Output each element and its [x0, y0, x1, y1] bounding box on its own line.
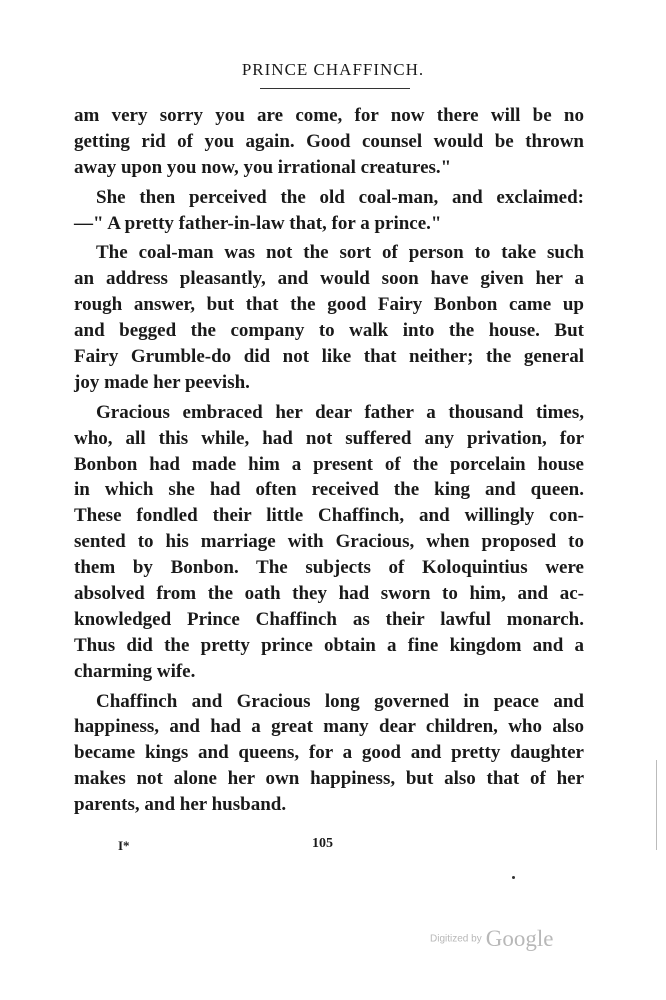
text-line: an address pleasantly, and would soon have given her a [74, 268, 584, 290]
text-line: them by Bonbon. The subjects of Koloquintius were [74, 557, 584, 579]
text-line: Fairy Grumble-do did not like that neither; the general [74, 346, 584, 368]
text-line: —" A pretty father-in-law that, for a prince." [74, 212, 442, 234]
body-text [74, 103, 584, 822]
text-line: Thus did the pretty prince obtain a fine kingdom and a [74, 634, 584, 656]
paragraph-2 [74, 185, 584, 237]
paragraph-1 [74, 103, 584, 181]
ink-speck [512, 876, 515, 879]
paragraph-5 [74, 689, 584, 818]
text-line: and begged the company to walk into the house. But [74, 320, 584, 342]
text-line: rough answer, but that the good Fairy Bonbon came up [74, 294, 584, 316]
text-line: parents, and her husband. [74, 794, 287, 816]
text-line: sented to his marriage with Gracious, when proposed to [74, 531, 584, 553]
text-line: She then perceived the old coal-man, and exclaimed: [96, 186, 584, 208]
text-line: makes not alone her own happiness, but also that of her [74, 768, 584, 790]
running-head: PRINCE CHAFFINCH. [241, 60, 425, 79]
text-line: joy made her peevish. [74, 371, 250, 393]
paragraph-3 [74, 240, 584, 395]
digitized-watermark [430, 926, 553, 952]
text-line: charming wife. [74, 660, 196, 682]
page-number: 105 [312, 836, 333, 851]
text-line: Bonbon had made him a present of the porcelain house [74, 453, 584, 475]
text-line: who, all this while, had not suffered any privation, for [74, 427, 584, 449]
text-line: getting rid of you again. Good counsel would be thrown [74, 130, 584, 152]
text-line: Chaffinch and Gracious long governed in peace and [96, 690, 584, 712]
header-rule [260, 88, 410, 89]
watermark-prefix: Digitized by [430, 933, 482, 945]
text-line: These fondled their little Chaffinch, and willingly con- [74, 505, 584, 527]
text-line: in which she had often received the king and queen. [74, 479, 584, 501]
text-line: happiness, and had a great many dear children, who also [74, 716, 584, 738]
text-line: away upon you now, you irrational creatures." [74, 156, 452, 178]
text-line: knowledged Prince Chaffinch as their lawful monarch. [74, 608, 584, 630]
paragraph-4 [74, 400, 584, 685]
margin-mark [656, 760, 657, 850]
text-line: The coal-man was not the sort of person to take such [96, 242, 584, 264]
text-line: am very sorry you are come, for now there will be no [74, 105, 584, 126]
text-line: became kings and queens, for a good and pretty daughter [74, 742, 584, 764]
watermark-brand: Google [485, 926, 554, 951]
text-line: absolved from the oath they had sworn to him, and ac- [74, 583, 584, 605]
text-line: Gracious embraced her dear father a thousand times, [96, 401, 584, 423]
signature-mark: I* [118, 838, 130, 853]
